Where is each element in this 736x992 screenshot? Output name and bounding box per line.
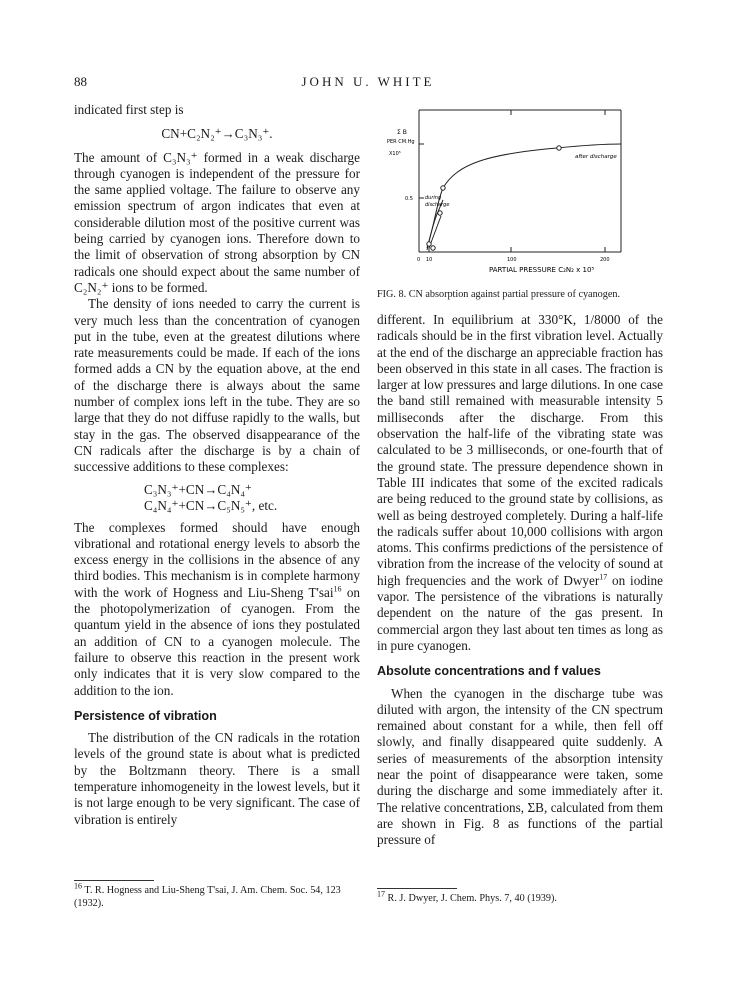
footnote-rule [377,888,457,889]
section-heading: Persistence of vibration [74,708,217,723]
equation: C₃N₃⁺+CN→C₄N₄⁺ [144,481,252,497]
data-point [438,211,442,215]
running-header-author: JOHN U. WHITE [301,74,435,89]
paragraph [74,520,360,699]
paragraph: When the cyanogen in the discharge tube was diluted with argon, the intensity of the CN spectrum remained about constant for a while, then fell off slowly, and finally disappeared quite suddenly. A series of measurements of the absorption intensity near the point of disappearance were taken, some during the discharge and some immediately after it. The relative concentrations, ΣB, calculated from them are shown in Fig. 8 as functions of the partial pressure of [377,685,663,848]
figure-plot [377,102,667,282]
paragraph: The distribution of the CN radicals in the rotation levels of the ground state is about what is predicted by the Boltzmann theory. There is a small temperature inhomogeneity in the lowest levels, but it is not large enough to be very significant. The case of vibration is entirely [74,730,360,827]
during-discharge-label: discharge [425,202,450,208]
reference-superscript: 16 [333,584,342,594]
paragraph: indicated first step is [74,102,184,117]
paragraph-text: on iodine vapor. The persistence of the vibrations is naturally dependent on the nature of the gas present. In commercial argon they last about ten times as long as in pure cyanogen. [377,572,663,653]
y-tick-label: 0.5 [405,196,413,202]
paragraph-text: different. In equilibrium at 330°K, 1/8000 of the radicals should be in the first vibration level. Actually at the end of the discharge an appreciable fraction has been observed in this state in all cases. The fraction is larger at low pressures and large dilutions. In one case the band still remained with measurable intensity 5 milliseconds after the discharge. From this observation the half-life of the vibrating state was calculated to be 3 milliseconds, or one-fourth that of the ground state. The pressure dependence shown in Table III indicates that some of the excited radicals are being reduced to the ground state by collisions, as well as being destroyed completely. During a half-life the radicals suffer about 10,000 collisions with argon atoms. This confirms predictions of the persistence of vibration from the increase of the velocity of sound at high frequencies and the work of Dwyer [377,312,663,588]
section-heading: Absolute concentrations and f values [377,664,601,679]
footnote-number: 17 [377,889,385,899]
data-point [441,186,445,190]
during-discharge-label: during [425,195,442,201]
reference-superscript: 17 [599,572,608,582]
left-column [74,102,360,828]
y-axis-label-2: PER CM.Hg [387,139,415,145]
paragraph: The amount of C₃N₃⁺ formed in a weak discharge through cyanogen is independent of the pressure for the same applied voltage. The failure to observe any emission spectrum of argon indicates that even at considerable dilution most of the positive current was being carried by cyanogen ions. Therefore down to the limit of observation of strong absorption by CN radicals one should expect about the same number of C₂N₂⁺ ions to be formed. [74,149,360,295]
footnote [377,889,663,905]
y-axis-label-1: Σ B [397,129,407,136]
footnote-text: T. R. Hogness and Liu-Sheng T'sai, J. Am. Chem. Soc. 54, 123 (1932). [74,885,341,909]
x-tick-label: 100 [507,257,517,263]
figure-8 [377,102,667,287]
x-tick-label: 200 [600,257,610,263]
equation: C₄N₄⁺+CN→C₅N₅⁺, etc. [144,497,278,513]
equation: CN+C₂N₂⁺→C₃N₃⁺. [161,126,273,142]
paragraph-text: on the photopolymerization of cyanogen. From the quantum yield in the absence of ions they postulated an addition of CN to a cyanogen molecule. The failure to observe this reaction in the present work only indicates that it is very slow compared to the addition to the ion. [74,584,361,698]
footnote-number: 16 [74,881,82,891]
after-discharge-label: after discharge [575,154,617,160]
x-tick-label: 0 [417,257,421,263]
x-axis-label: PARTIAL PRESSURE C₂N₂ x 10⁵ [489,266,595,274]
x-tick-label: 10 [426,257,433,263]
footnote-text: R. J. Dwyer, J. Chem. Phys. 7, 40 (1939). [385,893,557,904]
tick-marks [419,110,605,252]
footnote-rule [74,880,154,881]
paragraph-text: The complexes formed should have enough vibrational and rotational energy levels to absorb the excess energy in the collisions in the absence of any third bodies. This mechanism is in complete harmony with the work of Hogness and Liu-Sheng T'sai [74,519,360,600]
equation-block [144,482,360,514]
data-point [427,242,431,246]
footnote [74,881,360,910]
data-point [431,246,435,250]
data-point [557,146,561,150]
figure-caption: FIG. 8. CN absorption against partial pressure of cyanogen. [377,289,621,300]
y-axis-label-3: X10⁵ [389,151,401,157]
paragraph [377,312,663,654]
right-column [377,312,663,849]
paragraph: The density of ions needed to carry the current is very much less than the concentration of cyanogen put in the tube, even at the greatest dilutions where rate measurements could be made. If each of the ions formed adds a CN by the equation above, at the end of the discharge there is always about the same number of complex ions left in the tube. They are so large that they do not diffuse rapidly to the walls, but stay in the gas. The observed disappearance of the CN radicals after the discharge is by a chain of successive additions to these complexes: [74,296,360,475]
page-number: 88 [74,74,87,89]
